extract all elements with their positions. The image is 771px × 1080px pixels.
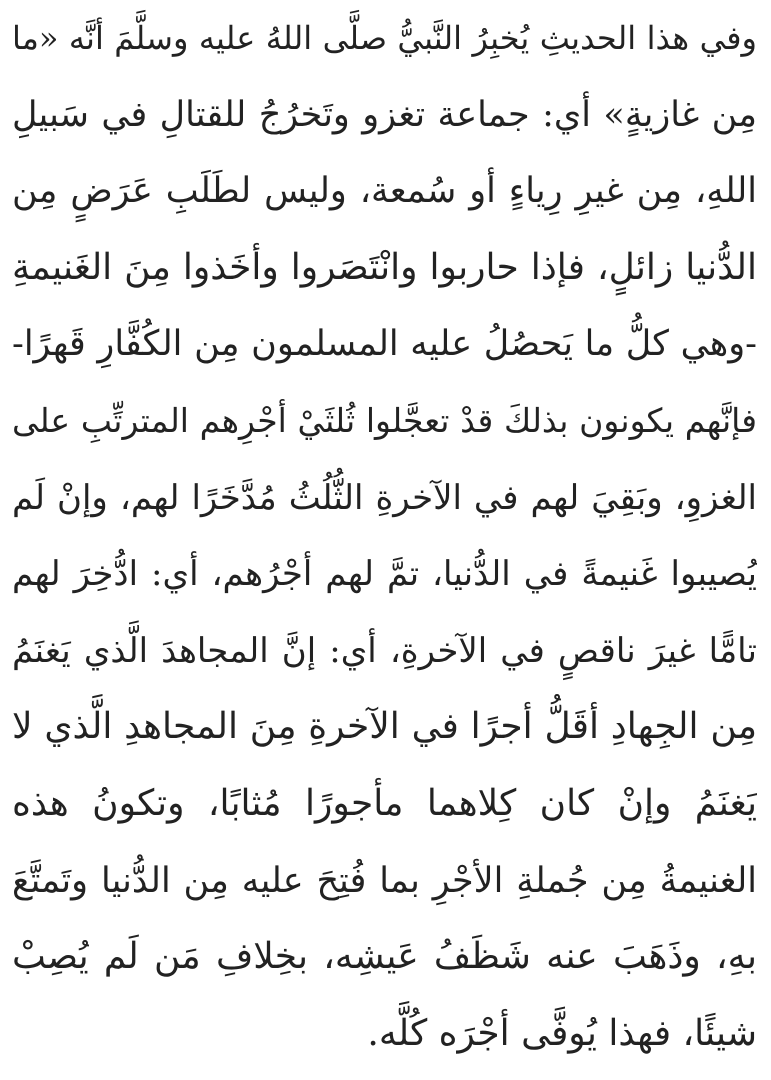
text-line-5: -وهي كلُّ ما يَحصُلُ عليه المسلمون مِن الكُفَّارِ قَهرًا- bbox=[12, 324, 757, 365]
text-line-11: يَغنَمُ وإنْ كان كِلاهما مأجورًا مُثابًا، وتكونُ هذه bbox=[12, 782, 757, 824]
text-line-2: مِن غازيةٍ» أي: جماعة تغزو وتَخرُجُ للقتالِ في سَبيلِ bbox=[12, 94, 757, 135]
text-line-4: الدُّنيا زائلٍ، فإذا حاربوا وانْتَصَروا وأخَذوا مِنَ الغَنيمةِ bbox=[12, 246, 757, 288]
text-line-12: الغنيمةُ مِن جُملةِ الأجْرِ بما فُتِحَ عليه مِن الدُّنيا وتَمتَّعَ bbox=[12, 860, 757, 901]
text-line-14: شيئًا، فهذا يُوفَّى أجْرَه كُلَّه. bbox=[367, 1012, 757, 1054]
text-line-1: وفي هذا الحديثِ يُخبِرُ النَّبيُّ صلَّى اللهُ عليه وسلَّمَ أنَّه «ما bbox=[12, 19, 757, 57]
text-line-7: الغزوِ، وبَقِيَ لهم في الآخرةِ الثُّلُثُ مُدَّخَرًا لهم، وإنْ لَم bbox=[12, 477, 757, 518]
text-line-13: بهِ، وذَهَبَ عنه شَظَفُ عَيشِه، بخِلافِ مَن لَم يُصِبْ bbox=[12, 936, 757, 978]
text-line-10: مِن الجِهادِ أقَلُّ أجرًا في الآخرةِ مِنَ المجاهدِ الَّذي لا bbox=[12, 706, 757, 748]
text-line-8: يُصيبوا غَنيمةً في الدُّنيا، تمَّ لهم أجْرُهم، أي: ادُّخِرَ لهم bbox=[12, 554, 757, 595]
text-line-3: اللهِ، مِن غيرِ رِياءٍ أو سُمعة، وليس لطَلَبِ عَرَضٍ مِن bbox=[12, 171, 757, 212]
text-line-9: تامًّا غيرَ ناقصٍ في الآخرةِ، أي: إنَّ المجاهدَ الَّذي يَغنَمُ bbox=[12, 630, 757, 671]
text-line-6: فإنَّهم يكونون بذلكَ قدْ تعجَّلوا ثُلثَيْ أجْرِهم المترتِّبِ على bbox=[12, 400, 757, 440]
